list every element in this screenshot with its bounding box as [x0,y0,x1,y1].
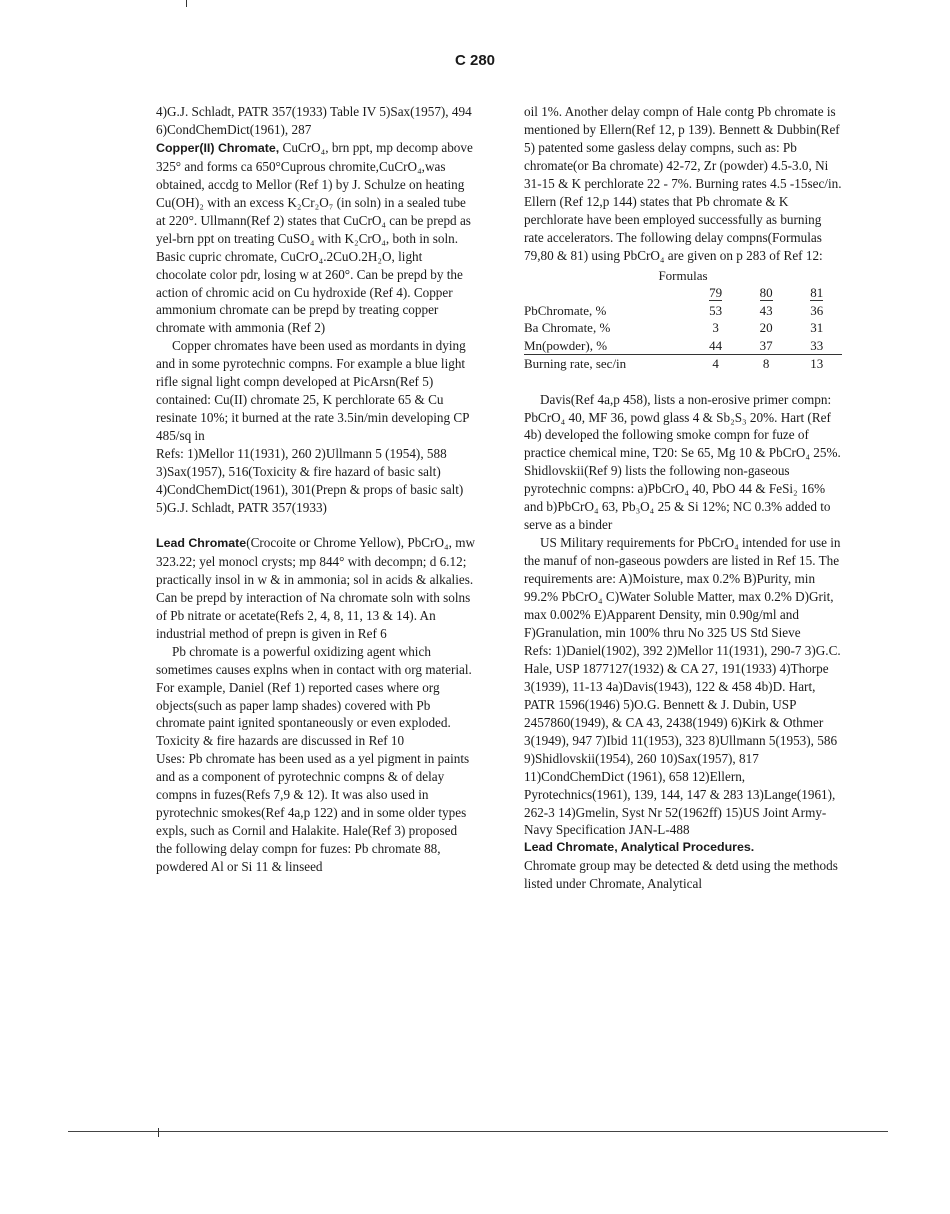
table-cell: 43 [759,302,773,318]
copper-chromate-heading: Copper(II) Chromate, [156,140,280,155]
table-cell: 4 [712,356,719,372]
top-margin-mark [186,0,187,7]
table-header-blank [524,284,690,302]
lead-chromate-text: (Crocoite or Chrome Yellow), PbCrO₄, mw 323.22; yel monocl crysts; mp 844° with decompn; d 6.12; practically insol in w & in ammonia; sol in acids & alkalies. Can be prepd by interaction of Na chromate soln with solns of Pb nitrate or acetate(Refs 2, 4, 8, 11, 13 & 14). An industrial method of prepn is given in Ref 6 [156,534,475,641]
copper-chromate-text: CuCrO₄, brn ppt, mp decomp above 325° and forms ca 650°Cuprous chromite,CuCrO₄,was obtained, accdg to Mellor (Ref 1) by J. Schulze on heating Cu(OH)₂ with an excess K₂Cr₂O₇ (in soln) in a sealed tube at 220°. Ullmann(Ref 2) states that CuCrO₄ can be prepd as yel-brn ppt on treating CuSO₄ with K₂CrO₄, both in soln. Basic cupric chromate, CuCrO₄.2CuO.2H₂O, light chocolate color pdr, losing w at 260°. Can be prepd by the action of chromic acid on Cu hydroxide (Ref 4). Copper ammonium chromate can be prepd by treating copper chromate with ammonia (Ref 2) [156,139,473,336]
table-cell: 36 [810,302,824,318]
table-cell: 3 [712,320,719,336]
table-cell: 44 [690,337,741,355]
military-requirements: US Military requirements for PbCrO₄ intended for use in the manuf of non-gaseous powders are listed in Ref 15. The requirements are: A)Moisture, max 0.2% B)Purity, min 99.2% PbCrO₄ C)Water Soluble Matter, max 0.2% D)Grit, max 0.002% E)Apparent Density, min 0.90g/ml and F)Granulation, min 100% thru No 325 US Std Sieve [524,535,841,640]
analytical-heading: Lead Chromate, Analytical Procedures. [524,840,755,855]
table-row [524,355,842,373]
copper-chromate-refs: Refs: 1)Mellor 11(1931), 260 2)Ullmann 5 (1954), 588 3)Sax(1957), 516(Toxicity & fire hazard of basic salt) 4)CondChemDict(1961), 301(Prepn & props of basic salt) 5)G.J. Schladt, PATR 357(1933) [156,446,464,515]
lead-chromate-heading: Lead Chromate [156,535,247,550]
lead-chromate-entry [156,534,476,643]
table-cell: 13 [810,356,824,372]
analytical-text: Chromate group may be detected & detd using the methods listed under Chromate, Analytical [524,858,838,892]
table-cell: 20 [759,320,773,336]
table-title: Formulas [658,267,708,283]
table-row [524,337,842,355]
table-row [524,302,842,320]
table-cell: 53 [709,302,723,318]
table-header-cell: 80 [759,285,773,301]
table-row-label: Burning rate, sec/in [524,356,627,372]
bottom-rule [68,1131,888,1132]
table-cell: 37 [741,337,792,355]
table-header-cell: 79 [709,285,723,301]
delay-compns-text: oil 1%. Another delay compn of Hale contg Pb chromate is mentioned by Ellern(Ref 12, p 139). Bennett & Dubbin(Ref 5) patented some gasless delay compns, such as: Pb chromate(or Ba chromate) 42-72, Zr (powder) 4.5-3.0, Ni 31-15 & K perchlorate 22 - 7%. Burning rates 4.5 -15sec/in. Ellern (Ref 12,p 144) states that Pb chromate & K perchlorate have been employed successfully as burning rate accelerators. The following delay compns(Formulas 79,80 & 81) using PbCrO₄ are given on p 283 of Ref 12: [524,104,842,263]
lead-chromate-hazard: Pb chromate is a powerful oxidizing agent which sometimes causes explns when in contact with org material. For example, Daniel (Ref 1) reported cases where org objects(such as paper lamp shades) covered with Pb chromate paint ignited spontaneously or even exploded. Toxicity & fire hazards are discussed in Ref 10 [156,643,472,749]
lead-chromate-refs: Refs: 1)Daniel(1902), 392 2)Mellor 11(1931), 290-7 3)G.C. Hale, USP 1877127(1932) & CA 27, 191(1933) 4)Thorpe 3(1939), 11-13 4a)Davis(1943), 122 & 458 4b)D. Hart, PATR 1596(1946) 5)O.G. Bennett & J. Dubin, USP 2457860(1949), & CA 43, 2438(1949) 6)Kirk & Othmer 3(1949), 947 7)Ibid 11(1953), 323 8)Ullmann 5(1953), 586 9)Shidlovskii(1954), 260 10)Sax(1957), 817 11)CondChemDict (1961), 658 12)Ellern, Pyrotechnics(1961), 139, 144, 147 & 283 13)Lange(1961), 262-3 14)Gmelin, Syst Nr 52(1962ff) 15)US Joint Army-Navy Specification JAN-L-488 [524,642,841,838]
table-cell: 33 [791,337,842,355]
left-column [156,103,476,876]
table-row [524,319,842,337]
table-title-row [524,267,842,285]
bottom-margin-mark [158,1128,159,1137]
table-row-label: PbChromate, % [524,302,607,318]
primer-smoke-compns: Davis(Ref 4a,p 458), lists a non-erosive primer compn: PbCrO₄ 40, MF 36, powd glass 4 & Sb₂S₃ 20%. Hart (Ref 4b) developed the following smoke compn for fuze of practice chemical mine, T20: Se 65, Mg 10 & PbCrO₄ 25%. Shidlovskii(Ref 9) lists the following non-gaseous pyrotechnic compns: a)PbCrO₄ 40, PbO 44 & FeSi₂ 16% and b)PbCrO₄ 63, Pb₃O₄ 25 & Si 12%; NC 0.3% added to serve as a binder [524,391,841,533]
copper-chromate-entry [156,139,476,337]
right-column [524,103,844,893]
table-row-label: Mn(powder), % [524,337,690,355]
copper-chromate-uses: Copper chromates have been used as mordants in dying and in some pyrotechnic compns. For example a blue light rifle signal light compn developed at PicArsn(Ref 5) contained: Cu(II) chromate 25, K perchlorate 65 & Cu resinate 10%; it burned at the rate 3.5in/min developing CP 485/sq in [156,338,470,444]
table-header-cell: 81 [810,285,824,301]
spacer [156,517,476,534]
refs-continued: 4)G.J. Schladt, PATR 357(1933) Table IV 5)Sax(1957), 494 6)CondChemDict(1961), 287 [156,104,472,137]
lead-chromate-uses: Uses: Pb chromate has been used as a yel pigment in paints and as a component of pyrotechnic compns & of delay compns in fuzes(Refs 7,9 & 12). It was also used in pyrotechnic smokes(Ref 4a,p 122) and in some older types expls, such as Cornil and Halakite. Hale(Ref 3) proposed the following delay compn for fuzes: Pb chromate 88, powdered Al or Si 11 & linseed [156,751,470,875]
table-cell: 8 [762,356,770,372]
table-cell: 31 [810,320,824,336]
formulas-table [524,267,842,373]
page-number: C 280 [454,52,496,69]
table-header-row [524,284,842,302]
table-row-label: Ba Chromate, % [524,320,611,336]
